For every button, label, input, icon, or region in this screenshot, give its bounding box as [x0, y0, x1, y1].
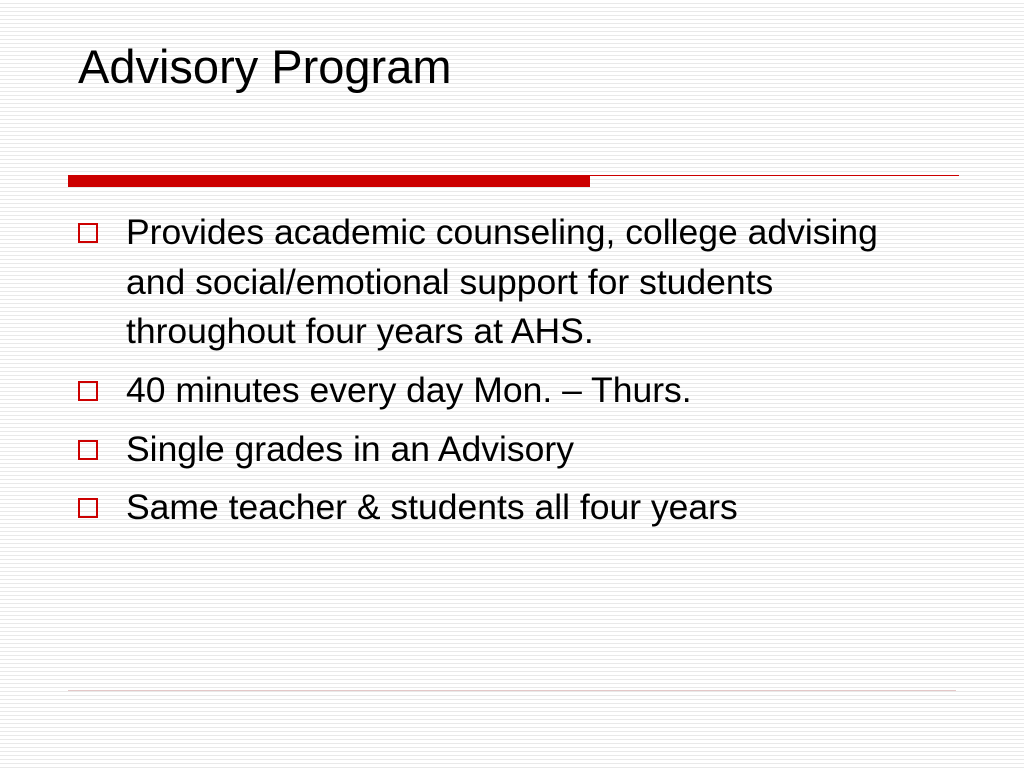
bullet-text: 40 minutes every day Mon. – Thurs.: [126, 370, 692, 411]
bullet-item: [78, 425, 938, 475]
title-underline-accent: [68, 175, 590, 187]
title-underline-thin: [590, 175, 959, 176]
bullet-text: Single grades in an Advisory: [126, 428, 574, 469]
bullet-list: [78, 208, 938, 542]
hollow-square-icon: [78, 381, 98, 401]
slide-title: Advisory Program: [78, 40, 452, 93]
bullet-text: Same teacher & students all four years: [126, 487, 738, 528]
footer-divider: [68, 690, 956, 691]
hollow-square-icon: [78, 223, 98, 243]
bullet-item: [78, 366, 938, 416]
bullet-item: [78, 483, 938, 533]
hollow-square-icon: [78, 498, 98, 518]
hollow-square-icon: [78, 440, 98, 460]
bullet-item: [78, 208, 938, 357]
bullet-text: Provides academic counseling, college advising and social/emotional support for students throughout four years at AHS.: [126, 212, 878, 352]
